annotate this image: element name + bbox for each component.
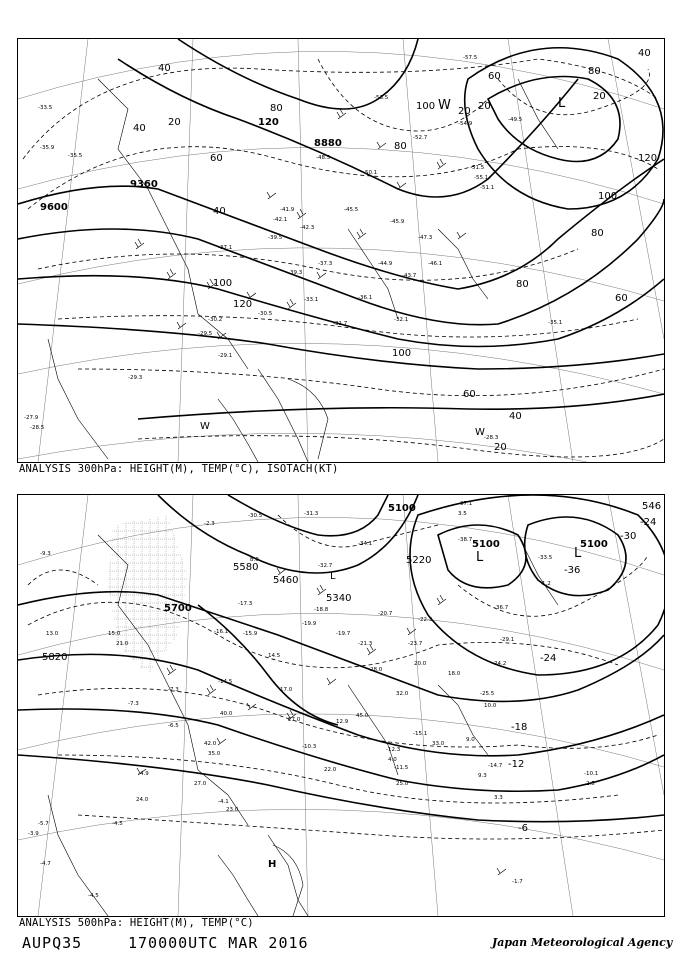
isotach-label: 100	[416, 101, 436, 112]
station-temp: -29.1	[218, 353, 233, 359]
station-temp: -35.1	[548, 320, 563, 326]
isotach-label: 80	[270, 103, 283, 114]
low-center-label: L	[476, 550, 484, 565]
height-label: 5100	[472, 539, 500, 550]
station-wind: 9.0	[466, 737, 475, 743]
station-temp: -18.8	[314, 607, 329, 613]
station-wind: 2.5	[586, 781, 595, 787]
station-wind: 45.0	[356, 713, 369, 719]
station-temp: -28.3	[484, 435, 499, 441]
station-temp: -35.5	[68, 153, 83, 159]
station-temp: -33.1	[304, 297, 319, 303]
isotach-label: 20	[478, 101, 491, 112]
height-label: 120	[258, 117, 279, 128]
station-wind: 18.0	[448, 671, 461, 677]
map-500hpa	[17, 494, 665, 917]
station-temp: -21.3	[358, 641, 373, 647]
terrain-hatch	[108, 515, 188, 675]
high-center-label: H	[268, 859, 277, 870]
station-temp: -37.1	[458, 501, 473, 507]
station-temp: -19.7	[336, 631, 351, 637]
height-label: 8880	[314, 138, 342, 149]
isotach-label: 40	[133, 123, 146, 134]
map-500hpa-canvas	[18, 495, 664, 916]
height-label: 5700	[164, 603, 192, 614]
station-wind: 3.3	[494, 795, 503, 801]
station-temp: -36.1	[358, 295, 373, 301]
station-temp: -50.1	[363, 170, 378, 176]
isotach-label: 80	[516, 279, 529, 290]
station-wind: 27.0	[288, 717, 301, 723]
station-temp: -1.7	[512, 879, 523, 885]
station-temp: -19.9	[302, 621, 317, 627]
station-wind: 17.0	[280, 687, 293, 693]
station-temp: -32.7	[318, 563, 333, 569]
station-temp: -29.5	[198, 331, 213, 337]
station-wind: 33.0	[432, 741, 445, 747]
station-temp: -5.7	[38, 821, 49, 827]
map-300hpa	[17, 38, 665, 463]
station-temp: -14.7	[488, 763, 503, 769]
station-temp: -55.1	[474, 175, 489, 181]
isotach-label: 120	[233, 299, 253, 310]
station-temp: -33.5	[38, 105, 53, 111]
station-temp: -45.5	[344, 207, 359, 213]
station-temp: -52.7	[413, 135, 428, 141]
isotherm-label: -30	[620, 531, 637, 542]
station-temp: -42.3	[300, 225, 315, 231]
isotach-label: 60	[488, 71, 501, 82]
isotach-label: 80	[394, 141, 407, 152]
station-temp: -24.2	[492, 661, 507, 667]
height-label: 5100	[580, 539, 608, 550]
isotach-label: 20	[168, 117, 181, 128]
station-wind: 23.0	[226, 807, 239, 813]
warm-center-label: W	[475, 427, 485, 438]
station-temp: -31.3	[304, 511, 319, 517]
warm-center-label: W	[438, 98, 451, 113]
station-temp: -17.3	[238, 601, 253, 607]
station-temp: -41.9	[280, 207, 295, 213]
station-temp: -51.1	[480, 185, 495, 191]
station-wind: 14.5	[268, 653, 281, 659]
station-temp: -14.5	[218, 679, 233, 685]
station-temp: -2.3	[204, 521, 215, 527]
height-label: 5580	[233, 562, 259, 573]
station-temp: -7.3	[168, 687, 179, 693]
map-300hpa-canvas	[18, 39, 664, 462]
station-temp: -12.3	[386, 747, 401, 753]
station-wind: 13.0	[46, 631, 59, 637]
station-wind: 1.2	[542, 581, 551, 587]
station-temp: -35.9	[40, 145, 55, 151]
isotach-label: 20	[593, 91, 606, 102]
station-temp: -28.5	[30, 425, 45, 431]
height-label: 9600	[40, 202, 68, 213]
height-label: 5340	[326, 593, 352, 604]
isotach-label: 40	[509, 411, 522, 422]
isotach-label: 80	[591, 228, 604, 239]
station-temp: -30.5	[248, 513, 263, 519]
coastline	[48, 79, 558, 462]
isotherm-label: -24	[540, 653, 557, 664]
station-wind: 8.0	[250, 557, 259, 563]
isotach-label: 60	[210, 153, 223, 164]
isotherm-label: -6	[518, 823, 528, 834]
isotach-label: 20	[494, 442, 507, 453]
station-temp: -30.2	[208, 317, 223, 323]
station-temp: -31.7	[333, 321, 348, 327]
station-temp: -22.3	[418, 617, 433, 623]
station-temp: -16.1	[214, 629, 229, 635]
station-wind: 20.0	[414, 661, 427, 667]
station-temp: -4.5	[112, 821, 123, 827]
isotach-label: 40	[213, 206, 226, 217]
isotach-label: 20	[458, 106, 471, 117]
station-temp: -3.9	[28, 831, 39, 837]
height-label: 9360	[130, 179, 158, 190]
height-label: 5820	[42, 652, 68, 663]
station-temp: -20.7	[378, 611, 393, 617]
panel-caption-500hpa: ANALYSIS 500hPa: HEIGHT(M), TEMP(°C)	[19, 917, 254, 929]
isotherm-label: -18	[511, 722, 528, 733]
station-wind: 4.0	[388, 757, 397, 763]
station-temp: -57.5	[463, 55, 478, 61]
station-wind: 10.0	[484, 703, 497, 709]
low-center-label: L	[330, 571, 336, 582]
isotach-label: 100	[392, 348, 412, 359]
panel-caption-300hpa: ANALYSIS 300hPa: HEIGHT(M), TEMP(°C), ISOTACH(KT)	[19, 463, 339, 475]
station-temp: -15.1	[413, 731, 428, 737]
station-wind: 27.0	[194, 781, 207, 787]
warm-center-label: W	[200, 421, 210, 432]
station-wind: 12.9	[336, 719, 349, 725]
station-temp: -39.5	[268, 235, 283, 241]
station-temp: -51.5	[470, 165, 485, 171]
low-center-label: L	[558, 96, 566, 111]
station-temp: -11.5	[394, 765, 409, 771]
valid-time: 170000UTC MAR 2016	[128, 934, 309, 952]
product-code: AUPQ35	[22, 934, 83, 952]
station-temp: -25.5	[480, 691, 495, 697]
low-center-label: L	[574, 546, 582, 561]
station-temp: -44.9	[378, 261, 393, 267]
height-label: 546	[642, 501, 662, 512]
station-temp: -37.1	[218, 245, 233, 251]
station-temp: -29.1	[500, 637, 515, 643]
station-temp: -10.1	[584, 771, 599, 777]
station-temp: -45.9	[390, 219, 405, 225]
station-temp: -4.9	[138, 771, 149, 777]
station-wind: 9.3	[478, 773, 487, 779]
station-temp: -46.1	[428, 261, 443, 267]
station-temp: -10.3	[302, 744, 317, 750]
station-temp: -42.1	[273, 217, 288, 223]
station-temp: -29.3	[128, 375, 143, 381]
station-wind: 22.0	[324, 767, 337, 773]
station-wind: 21.0	[116, 641, 129, 647]
isotach-label: 60	[463, 389, 476, 400]
station-temp: -27.9	[24, 415, 39, 421]
isotherm-label: -24	[640, 517, 657, 528]
station-wind: 42.0	[204, 741, 217, 747]
isotach-label: 60	[615, 293, 628, 304]
station-wind: 3.5	[458, 511, 467, 517]
station-temp: -4.1	[218, 799, 229, 805]
station-wind: 28.0	[370, 667, 383, 673]
station-temp: -15.9	[243, 631, 258, 637]
isotach-label: 40	[638, 48, 651, 59]
station-temp: -6.5	[168, 723, 179, 729]
station-temp: -7.3	[128, 701, 139, 707]
height-label: 5460	[273, 575, 299, 586]
station-temp: -38.7	[458, 537, 473, 543]
graticule	[18, 39, 664, 462]
station-temp: -54.9	[458, 121, 473, 127]
isotach-label: 80	[588, 66, 601, 77]
isotach-label: 40	[158, 63, 171, 74]
station-temp: -33.5	[538, 555, 553, 561]
isotach-label: 100	[598, 191, 618, 202]
height-label: 5220	[406, 555, 432, 566]
station-temp: -34.1	[358, 541, 373, 547]
station-wind: 32.0	[396, 691, 409, 697]
station-temp: -43.7	[402, 273, 417, 279]
station-temp: -47.3	[418, 235, 433, 241]
station-wind: 24.0	[136, 797, 149, 803]
station-temp: -30.5	[258, 311, 273, 317]
isotherm-label: -12	[508, 759, 525, 770]
station-temp: -23.7	[408, 641, 423, 647]
station-temp: -4.5	[88, 893, 99, 899]
height-label: 5100	[388, 503, 416, 514]
station-temp: -48.5	[316, 155, 331, 161]
station-temp: -4.7	[40, 861, 51, 867]
station-temp: -49.5	[508, 117, 523, 123]
station-temp: -39.3	[288, 270, 303, 276]
station-wind: 15.0	[108, 631, 121, 637]
isotherm-label: -36	[564, 565, 581, 576]
station-temp: -9.3	[40, 551, 51, 557]
station-temp: -36.7	[494, 605, 509, 611]
station-temp: -32.1	[394, 317, 409, 323]
station-temp: -37.3	[318, 261, 333, 267]
station-temp: -53.5	[374, 95, 389, 101]
agency-credit: Japan Meteorological Agency	[492, 936, 673, 949]
station-wind: 25.0	[396, 781, 409, 787]
station-wind: 40.0	[220, 711, 233, 717]
isotach-label: 120	[638, 153, 658, 164]
isotach-label: 100	[213, 278, 233, 289]
station-wind: 35.0	[208, 751, 221, 757]
